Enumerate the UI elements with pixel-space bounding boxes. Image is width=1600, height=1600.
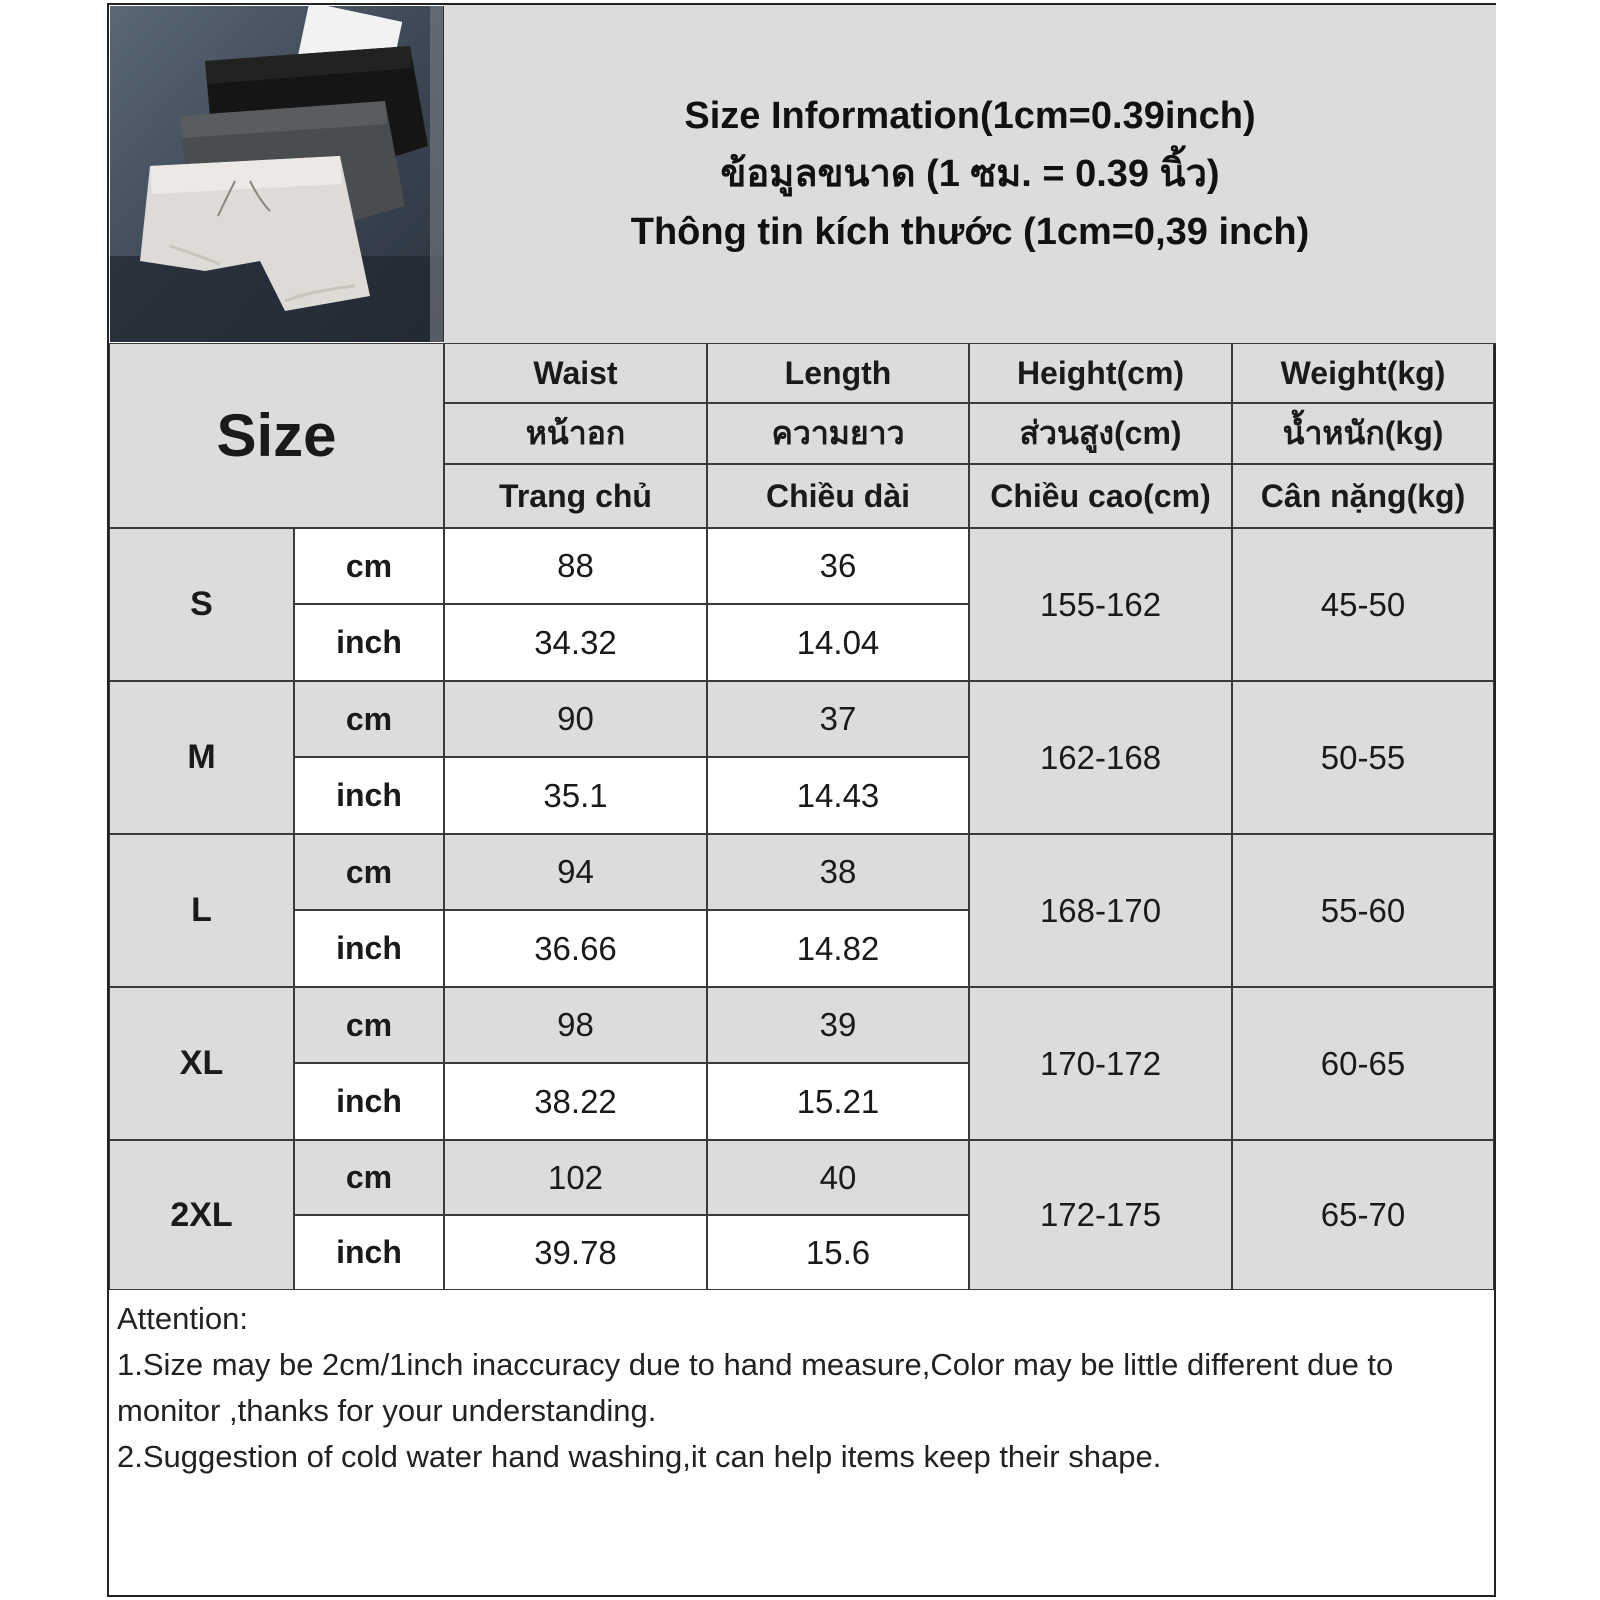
waist-cm: 94 (444, 834, 707, 910)
header-length-th: ความยาว (707, 403, 969, 464)
unit-cm: cm (294, 1140, 444, 1215)
height-range: 172-175 (969, 1140, 1232, 1290)
header-waist-th: หน้าอก (444, 403, 707, 464)
length-cm: 40 (707, 1140, 969, 1215)
header-height-vi: Chiều cao(cm) (969, 464, 1232, 528)
weight-range: 60-65 (1232, 987, 1494, 1140)
size-header: Size (109, 343, 444, 528)
length-inch: 14.04 (707, 604, 969, 681)
length-inch: 15.6 (707, 1215, 969, 1290)
length-inch: 14.43 (707, 757, 969, 834)
length-cm: 36 (707, 528, 969, 604)
header-length-vi: Chiều dài (707, 464, 969, 528)
shorts-photo-icon (110, 6, 443, 342)
title-line-en: Size Information(1cm=0.39inch) (684, 95, 1256, 137)
title-box (444, 5, 1496, 345)
unit-cm: cm (294, 987, 444, 1063)
header-weight-en: Weight(kg) (1232, 343, 1494, 403)
weight-range: 55-60 (1232, 834, 1494, 987)
header-height-th: ส่วนสูง(cm) (969, 403, 1232, 464)
height-range: 162-168 (969, 681, 1232, 834)
waist-cm: 88 (444, 528, 707, 604)
size-label-l: L (109, 834, 294, 987)
waist-inch: 34.32 (444, 604, 707, 681)
header-weight-vi: Cân nặng(kg) (1232, 464, 1494, 528)
unit-cm: cm (294, 834, 444, 910)
unit-inch: inch (294, 1063, 444, 1140)
header-weight-th: น้ำหนัก(kg) (1232, 403, 1494, 464)
waist-inch: 38.22 (444, 1063, 707, 1140)
height-range: 170-172 (969, 987, 1232, 1140)
header-length-en: Length (707, 343, 969, 403)
unit-cm: cm (294, 681, 444, 757)
size-label-xl: XL (109, 987, 294, 1140)
waist-inch: 36.66 (444, 910, 707, 987)
product-photo (110, 6, 445, 342)
notes-heading: Attention: (117, 1301, 248, 1336)
unit-cm: cm (294, 528, 444, 604)
unit-inch: inch (294, 1215, 444, 1290)
waist-cm: 98 (444, 987, 707, 1063)
unit-inch: inch (294, 604, 444, 681)
size-label-m: M (109, 681, 294, 834)
height-range: 168-170 (969, 834, 1232, 987)
notes-line-2: 2.Suggestion of cold water hand washing,it can help items keep their shape. (117, 1439, 1162, 1474)
title-line-th: ข้อมูลขนาด (1 ซม. = 0.39 นิ้ว) (720, 153, 1220, 195)
size-chart (107, 3, 1496, 1597)
size-label-s: S (109, 528, 294, 681)
unit-inch: inch (294, 910, 444, 987)
header-height-en: Height(cm) (969, 343, 1232, 403)
size-label-2xl: 2XL (109, 1140, 294, 1290)
header-waist-vi: Trang chủ (444, 464, 707, 528)
title-line-vi: Thông tin kích thước (1cm=0,39 inch) (630, 211, 1310, 253)
waist-cm: 90 (444, 681, 707, 757)
height-range: 155-162 (969, 528, 1232, 681)
weight-range: 50-55 (1232, 681, 1494, 834)
header-waist-en: Waist (444, 343, 707, 403)
length-inch: 14.82 (707, 910, 969, 987)
weight-range: 45-50 (1232, 528, 1494, 681)
waist-inch: 39.78 (444, 1215, 707, 1290)
waist-cm: 102 (444, 1140, 707, 1215)
waist-inch: 35.1 (444, 757, 707, 834)
notes-line-1: 1.Size may be 2cm/1inch inaccuracy due to hand measure,Color may be little different due to monitor ,thanks for your understanding. (117, 1347, 1394, 1428)
length-cm: 37 (707, 681, 969, 757)
weight-range: 65-70 (1232, 1140, 1494, 1290)
attention-notes (109, 1290, 1494, 1595)
length-cm: 38 (707, 834, 969, 910)
length-inch: 15.21 (707, 1063, 969, 1140)
unit-inch: inch (294, 757, 444, 834)
length-cm: 39 (707, 987, 969, 1063)
